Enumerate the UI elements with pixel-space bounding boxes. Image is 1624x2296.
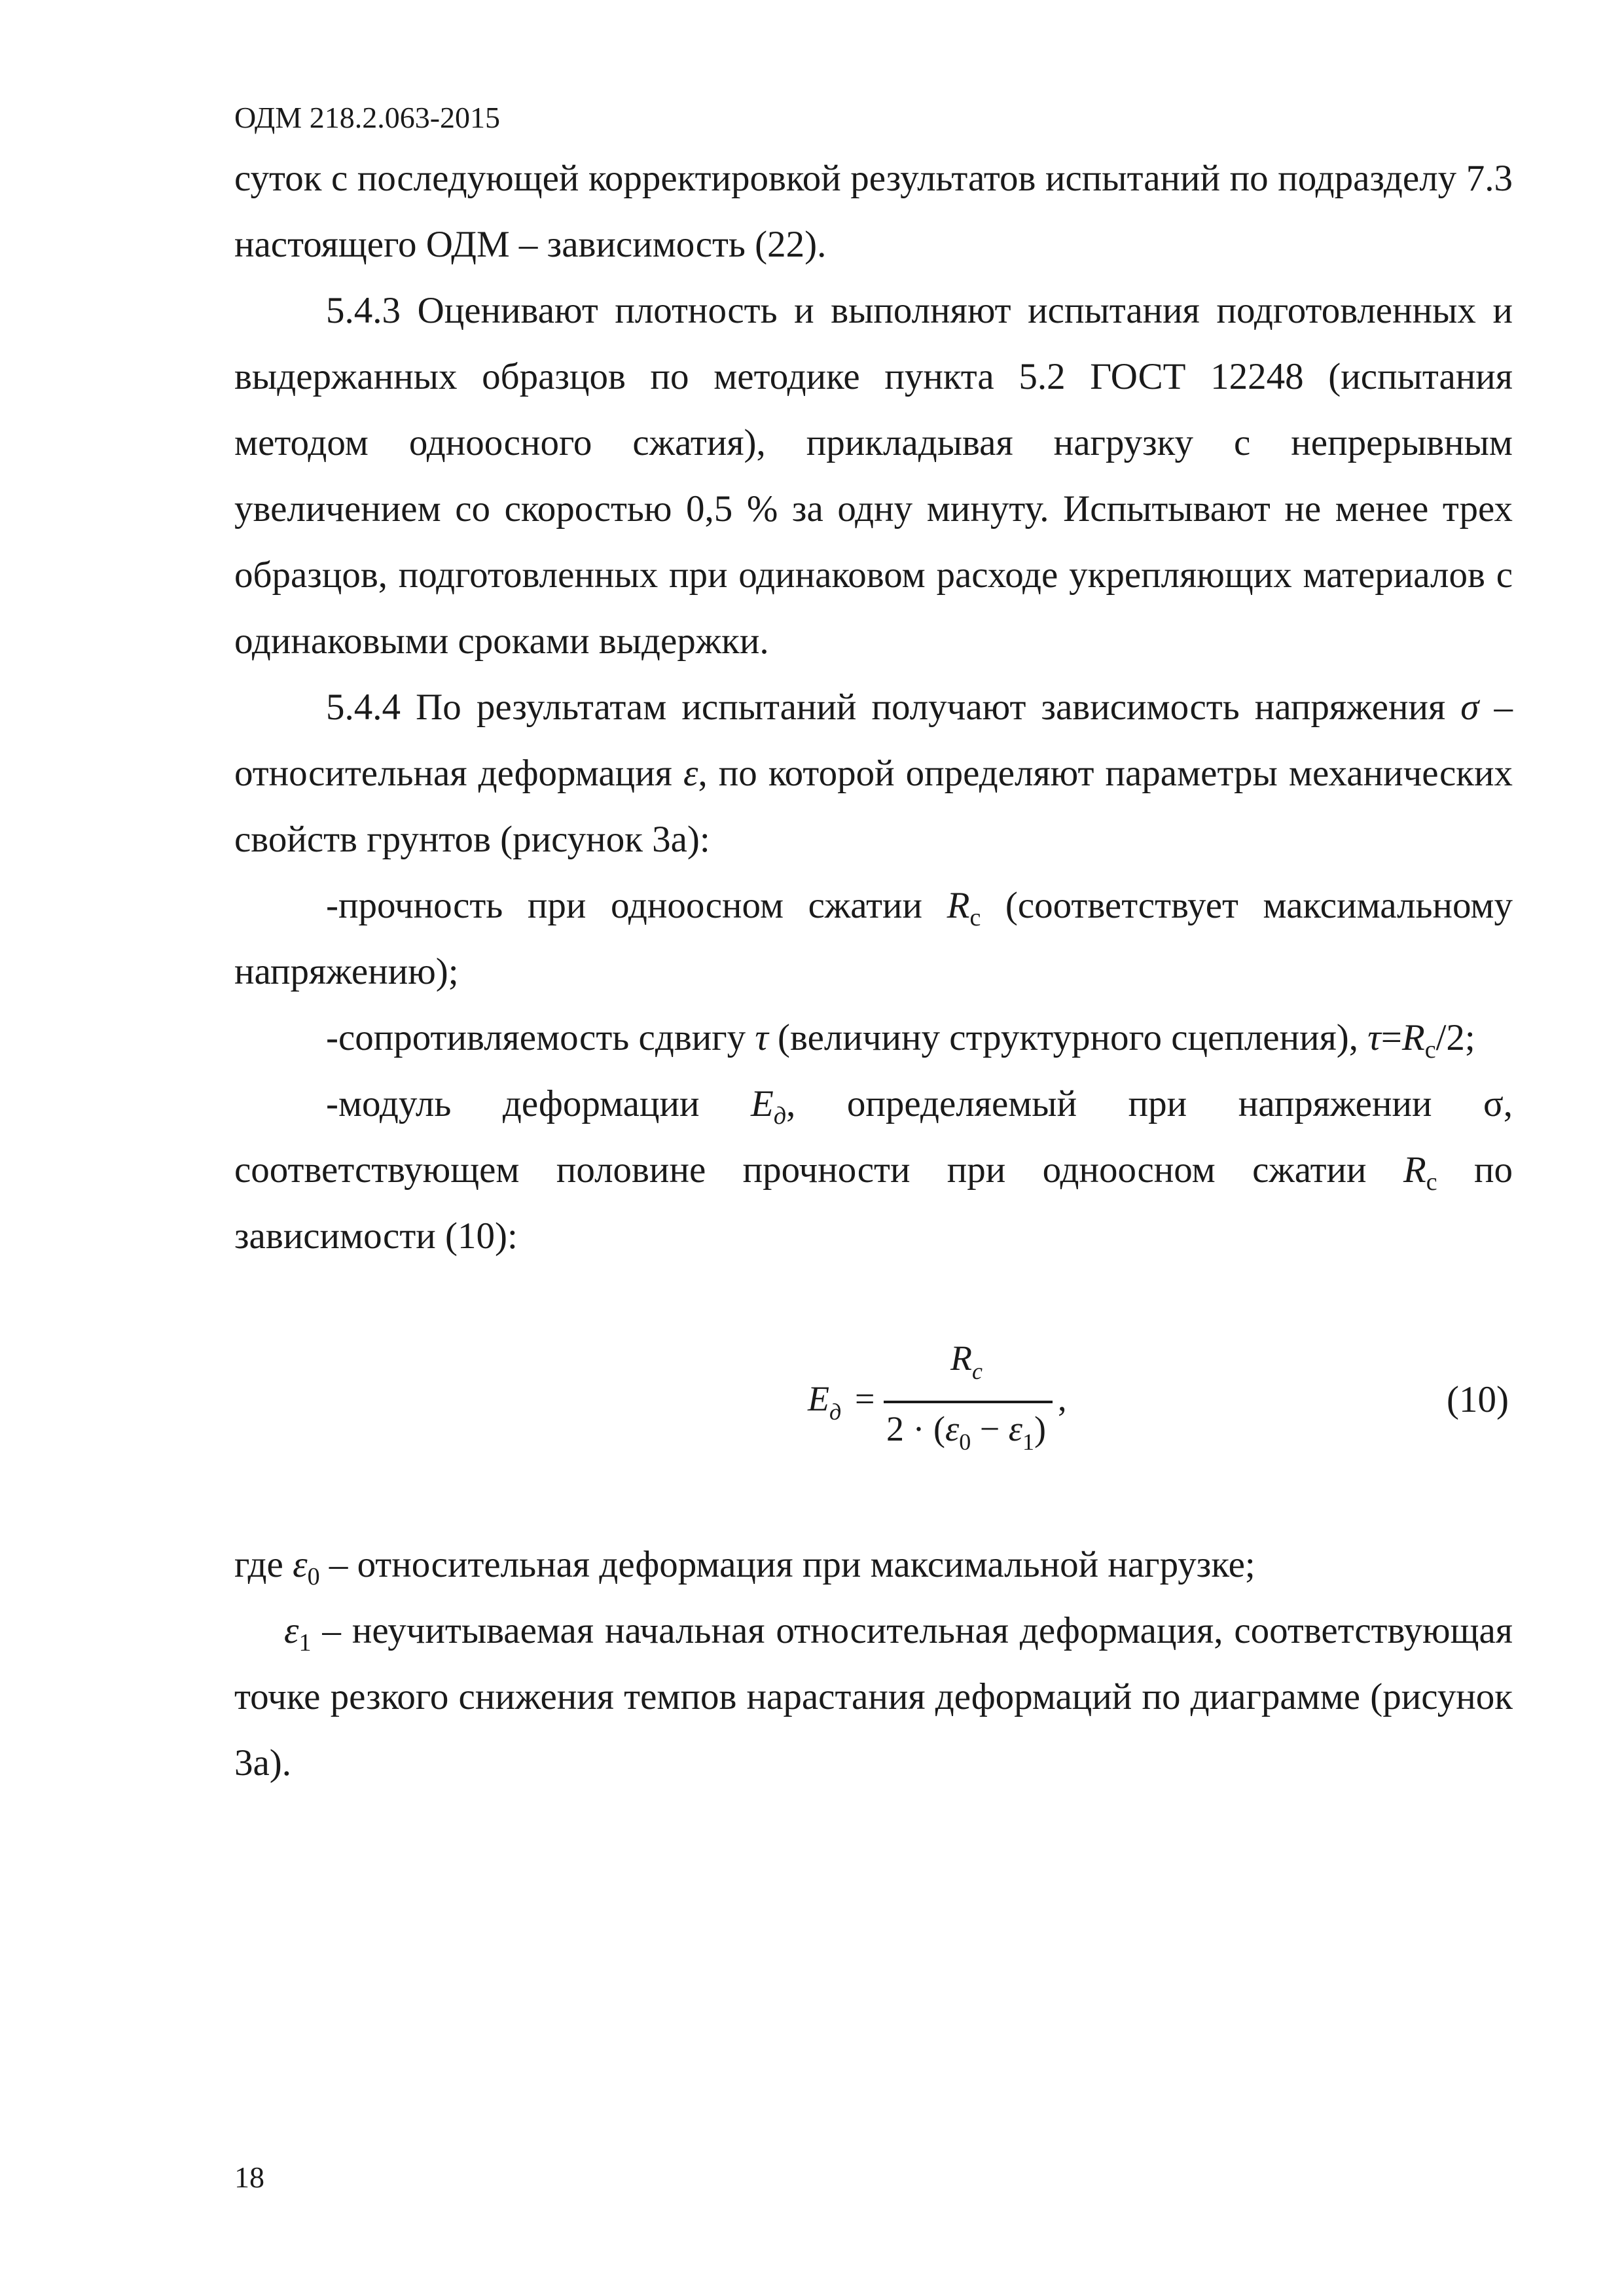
text-run: /2;: [1435, 1017, 1475, 1058]
text-run: по зависимости (10):: [234, 1149, 1513, 1257]
den-eps0-subscript: 0: [959, 1429, 971, 1455]
list-item-strength: [234, 872, 1513, 1005]
epsilon-symbol: ε: [293, 1544, 308, 1585]
rc-symbol: R: [947, 885, 970, 926]
ed-symbol: E: [751, 1083, 774, 1124]
list-item-modulus: [234, 1071, 1513, 1269]
formula-10: [799, 1335, 1100, 1453]
text-run: (соответствует максимальному напряжению);: [234, 885, 1513, 992]
text-run: =: [1380, 1017, 1402, 1058]
explanation-eps0: [234, 1532, 1513, 1598]
tau-symbol: τ: [1367, 1017, 1381, 1058]
den-suffix: ): [1034, 1409, 1046, 1448]
sigma-symbol: σ: [1460, 687, 1479, 728]
den-eps1-subscript: 1: [1022, 1429, 1034, 1455]
paragraph-5-4-4: [234, 674, 1513, 872]
formula-r: R: [950, 1338, 972, 1378]
formula-lhs: [808, 1378, 842, 1425]
formula-denominator: [886, 1408, 1046, 1455]
den-minus: −: [971, 1409, 1009, 1448]
page-number: 18: [234, 2161, 264, 2194]
paragraph-5-4-3: 5.4.3 Оценивают плотность и выполняют испытания подготовленных и выдержанных образцов по методике пункта 5.2 ГОСТ 12248 (испытания методом одноосного сжатия), прикладывая нагрузку с непрерывным увеличением со скоростью 0,5 % за одну минуту. Испытывают не менее трех образцов, подготовленных при одинаковом расходе укрепляющих материалов с одинаковыми сроками выдержки.: [234, 290, 1513, 662]
epsilon-subscript: 0: [307, 1563, 320, 1590]
formula-comma: ,: [1058, 1379, 1067, 1418]
document-body: [234, 145, 1513, 1269]
formula-equals: =: [855, 1379, 875, 1418]
formula-e-subscript: д: [829, 1399, 842, 1425]
text-run: -прочность при одноосном сжатии: [326, 885, 947, 926]
text-run: -сопротивляемость сдвигу: [326, 1017, 755, 1058]
fraction-bar: [884, 1401, 1053, 1403]
rc-symbol: R: [1403, 1149, 1426, 1191]
text-run: 5.4.4 По результатам испытаний получают зависимость напряжения: [326, 687, 1461, 728]
tau-symbol: τ: [755, 1017, 768, 1058]
epsilon-subscript: 1: [298, 1629, 312, 1657]
rc-subscript: с: [1424, 1036, 1436, 1064]
document-header: ОДМ 218.2.063-2015: [234, 101, 501, 134]
formula-e: E: [808, 1379, 829, 1418]
text-run: , по которой определяют параметры механических свойств грунтов (рисунок 3а):: [234, 753, 1513, 860]
text-run: – относительная деформация: [234, 687, 1513, 794]
formula-r-subscript: c: [972, 1358, 983, 1384]
den-prefix: 2 · (: [886, 1409, 945, 1448]
epsilon-symbol: ε: [284, 1610, 299, 1651]
rc-subscript: с: [1426, 1168, 1437, 1196]
text-run: (величину структурного сцепления),: [768, 1017, 1368, 1058]
den-eps1: ε: [1008, 1409, 1022, 1448]
epsilon-symbol: ε: [683, 753, 698, 794]
formula-numerator: [950, 1338, 983, 1384]
ed-subscript: д: [773, 1102, 787, 1130]
text-run: где: [234, 1544, 293, 1585]
rc-subscript: с: [969, 904, 981, 931]
equation-number: (10): [1447, 1379, 1509, 1420]
explanation-eps1: [234, 1598, 1513, 1796]
den-eps0: ε: [945, 1409, 960, 1448]
text-run: , определяемый при напряжении σ, соответствующем половине прочности при одноосном сжатии: [234, 1083, 1513, 1191]
list-item-shear: [234, 1005, 1513, 1071]
paragraph-continuation: суток с последующей корректировкой результатов испытаний по подразделу 7.3 настоящего ОДМ – зависимость (22).: [234, 158, 1513, 265]
formula-explanation: [234, 1532, 1513, 1796]
text-run: – относительная деформация при максимальной нагрузке;: [319, 1544, 1255, 1585]
rc-symbol: R: [1401, 1017, 1425, 1058]
text-run: -модуль деформации: [326, 1083, 751, 1124]
text-run: – неучитываемая начальная относительная деформация, соответствующая точке резкого снижения темпов нарастания деформаций по диаграмме (рисунок 3а).: [234, 1610, 1513, 1784]
